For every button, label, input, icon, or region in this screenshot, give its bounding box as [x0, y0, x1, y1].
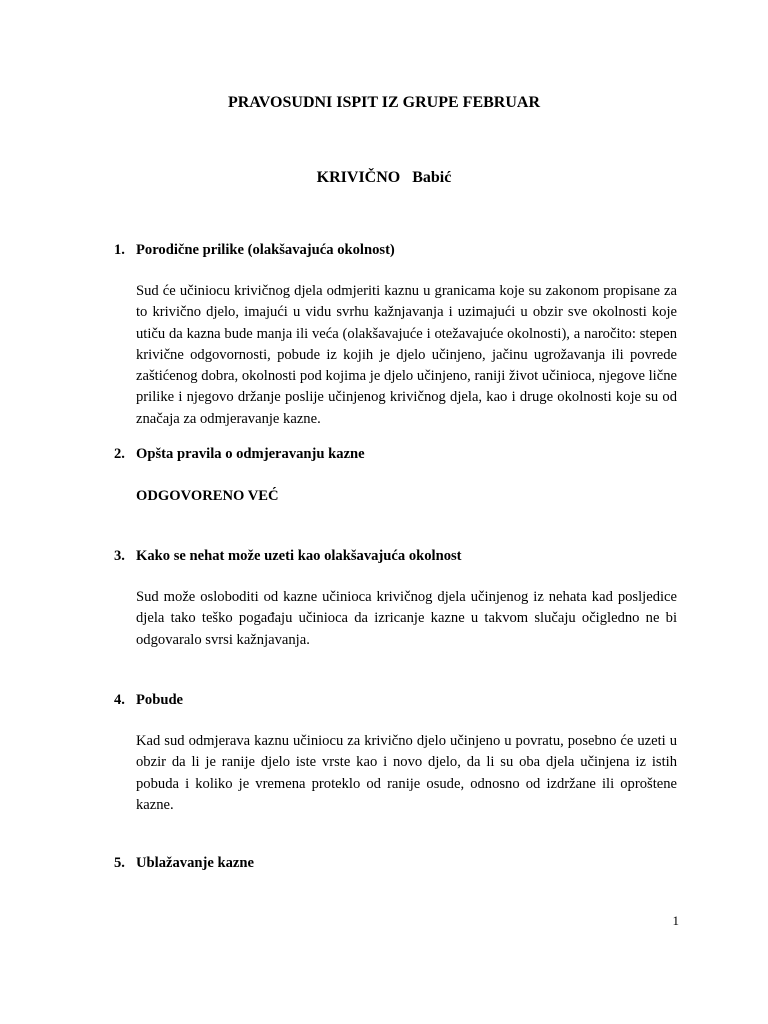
section-heading — [114, 444, 365, 464]
section-number: 1. — [114, 242, 125, 258]
section-heading-text: Kako se nehat može uzeti kao olakšavajuća okolnost — [136, 548, 462, 564]
section-heading — [114, 853, 254, 873]
answered-note: ODGOVORENO VEĆ — [136, 488, 279, 504]
section-paragraph: Sud će učiniocu krivičnog djela odmjeriti kaznu u granicama koje su zakonom propisane za to krivično djelo, imajući u vidu svrhu kažnjavanja i uzimajući u obzir sve okolnosti koje utiču da kazna bude manja ili veća (olakšavajuće i otežavajuće okolnosti), a naročito: stepen krivične odgovornosti, pobude iz kojih je djelo učinjeno, jačinu ugrožavanja ili povrede zaštićenog dobra, okolnosti pod kojima je djelo učinjeno, raniji život učinioca, njegove lične prilike i njegovo držanje poslije učinjenog krivičnog djela, kao i druge okolnosti koje su od značaja za odmjeravanje kazne. — [136, 283, 677, 427]
section-heading — [114, 546, 462, 566]
section-number: 3. — [114, 548, 125, 564]
section-paragraph: Kad sud odmjerava kaznu učiniocu za krivično djelo učinjeno u povratu, posebno će uzeti u obzir da li je ranije djelo iste vrste kao i novo djelo, da li su oba djela učinjena iz istih pobuda i koliko je vremena proteklo od ranije osude, odnosno od izdržane ili oproštene kazne. — [136, 733, 677, 813]
section-heading-text: Porodične prilike (olakšavajuća okolnost) — [136, 242, 395, 258]
section-heading-text: Pobude — [136, 692, 184, 708]
document-title: PRAVOSUDNI ISPIT IZ GRUPE FEBRUAR — [227, 94, 541, 111]
document-subtitle: KRIVIČNO Babić — [316, 169, 452, 186]
section-heading — [114, 240, 395, 260]
page-number: 1 — [672, 913, 679, 928]
section-number: 5. — [114, 855, 125, 871]
section-heading — [114, 690, 183, 710]
section-heading-text: Ublažavanje kazne — [136, 855, 254, 871]
section-number: 2. — [114, 446, 125, 462]
section-paragraph: Sud može osloboditi od kazne učinioca krivičnog djela učinjenog iz nehata kad posljedice djela tako teško pogađaju učinioca da izricanje kazne u takvom slučaju očigledno ne bi odgovaralo svrsi kažnjavanja. — [136, 589, 677, 648]
section-heading-text: Opšta pravila o odmjeravanju kazne — [136, 446, 365, 462]
section-number: 4. — [114, 692, 125, 708]
